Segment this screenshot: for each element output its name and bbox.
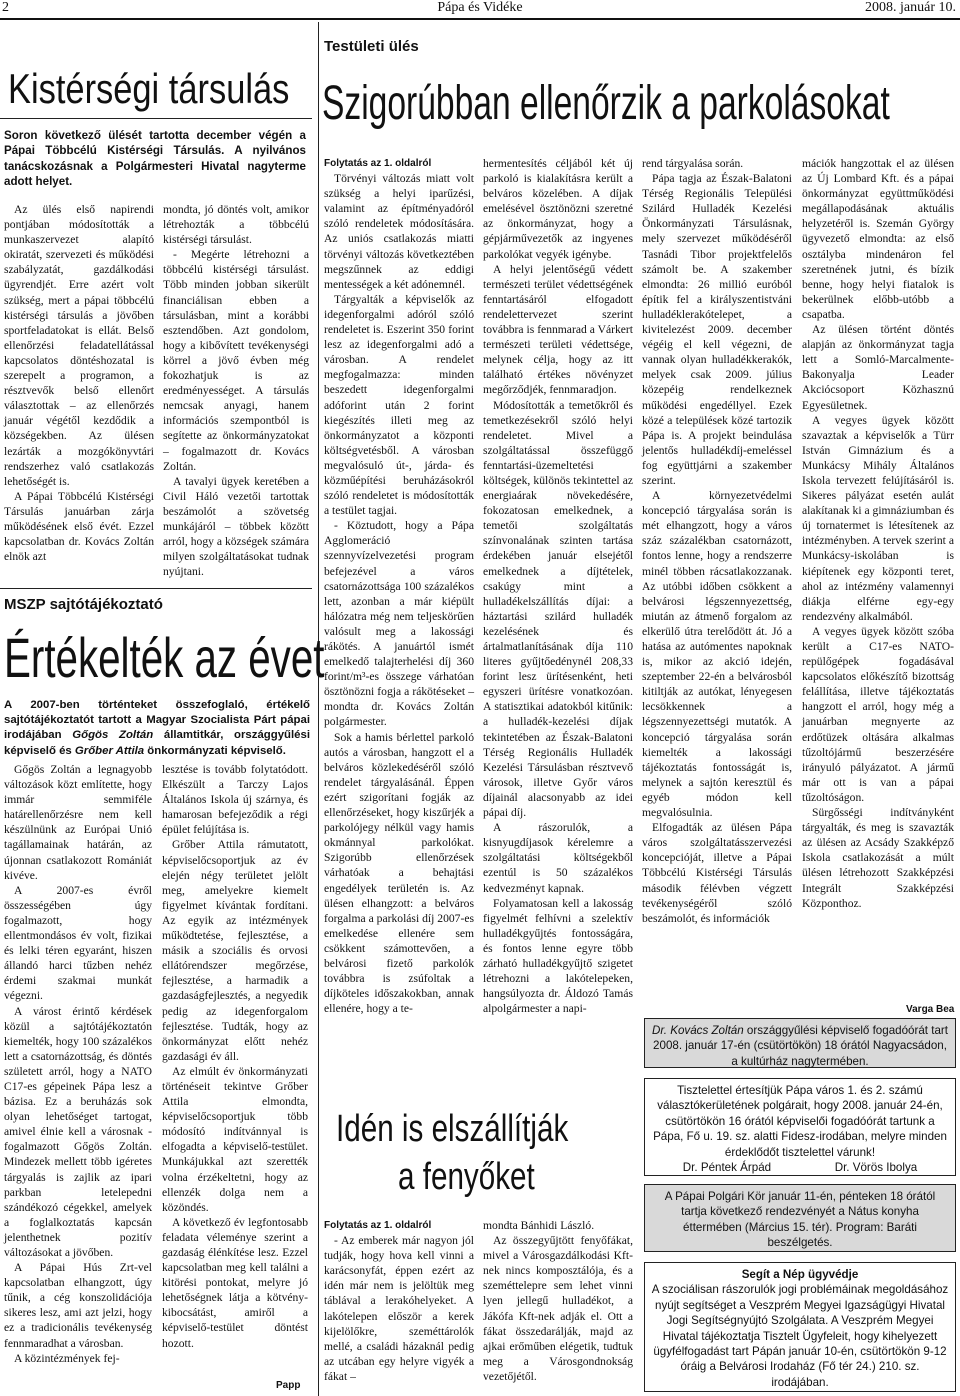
paragraph: Törvényi változás miatt volt szükség a helyi iparűzési, valamint az építményadóról szóló rendeletek módosítására. Az uniós csatlakozás miatti törvényi változás következtében megszűnnek az eddigi mentességek a két adónemnél. <box>324 172 474 291</box>
paragraph: A tavalyi ügyek keretében a Civil Háló vezetői tartottak beszámolót a szövetség munkájáról – többek között arról, hogy a községek számára milyen szolgáltatásokat tudnak nyújtani. <box>163 474 309 579</box>
mszp-col1 <box>4 762 152 1366</box>
paragraph: Sok a hamis bérlettel parkoló autós a városban, hangzott el a belváros közlekedéséről szóló rendelet tárgyalásánál. Éppen ezért szigorítani fogják az ellenőrzéseket, hogy kiszűrjék a parkolójegy nélkül vagy hamis okmánnyal parkolókat. Szigorúbb ellenőrzések várhatóak a behajtási engedélyek területén is. Az ülésen elhangzott: a belváros forgalma a parkolási díj 2007-es emelkedése ellenére sem csökkent számottevően, a belvárosi fizető parkolók továbbra is zsúfoltak a díjköteles időszakokban, annak ellenére, hogy a te- <box>324 730 474 1016</box>
paragraph: A várost érintő kérdések közül a sajtótájékoztatón kiemelték, hogy 100 százalékos lett a csatornázottság, és döntés született arról, hogy a NATO C17-es gépeinek Pápa lesz a bázisa. Ez a beruházás sok olyan lehetőséget tartogat, amivel élnie kell a városnak - fogalmazott Gőgös Zoltán. Mindezek mellett több igéretes tárgyalás is zajlik az ipari parkban letelepedni szándékozó cégekkel, amelyek a foglalkoztatás kapcsán jelenthetnek pozitív változásokat a jövőben. <box>4 1004 152 1259</box>
paragraph: Gőgös Zoltán a legnagyobb változások közt említette, hogy immár semmiféle határellenőrzésre nem kell készülnünk az Európai Unió tagállamainak határán, az újonnan csatlakozott Romániát kivéve. <box>4 763 152 882</box>
title-rule <box>0 118 312 119</box>
paragraph: mációk hangzottak el az ülésen az Új Lombard Kft. és a pápai önkormányzat együttműködési megállapodásának aktuális helyzetéről is. Szemán György ügyvezető elmondta: az első osztályba mindenáron fel szeretnének jutni, és bízik benne, hogy helyi fiatalok is bekerülnek előbb-utóbb a csapatba. <box>802 157 954 321</box>
paragraph: - Az emberek már nagyon jól tudják, hogy hova kell vinni a karácsonyfát, éppen ezért az idén már nem is jelöltük meg táblával a lerakóhelyeket. A lakótelepen először a kerek kijelölőkre, szeméttárolók mellé, a családi házaknál pedig az utcában egy helyre vigyék a fákat – <box>324 1234 474 1383</box>
paragraph: Grőber Attila rámutatott, képviselőcsoportjuk az év elején négy területet jelölt meg, amelyekre kiemelt figyelmet kívántak fordítani. Az egyik az intézmények működtetése, fejlesztése, a másik a szociális és orvosi ellátórendszer megőrzése, fejlesztése, a harmadik a gazdaságfejlesztés, a negyedik pedig az idegenforgalom fejlesztése. Tudták, hogy az önkormányzat előtt nehéz gazdasági év áll. <box>162 838 308 1063</box>
notice-kovacs <box>644 1018 956 1068</box>
testuleti-signature: Varga Bea <box>906 1004 955 1015</box>
paragraph: - Köztudott, hogy a Pápa Agglomeráció szennyvízelvezetési program befejezével a város csatornázottsága 100 százalékos lett, azonban a már kiépült hálózatra még nem teljeskörűen valósult meg a lakossági rákötés. A januártól ismét emelkedő talajterhelési díj 360 forint/m³-es összege várhatóan ösztönözni fogja a rákötéseket – mondta dr. Kovács Zoltán polgármester. <box>324 519 474 729</box>
paragraph: - Megérte létrehozni a többcélú kistérségi társulást. Több minden jobban sikerült financiálisan ebben a társulásban, mint a korábbi esztendőben. Azt gondolom, hogy a kibővített tevékenységi körrel a jövő évben még fokozhatjuk is az eredményességet. A társulás nemcsak anyagi, hanem információs szempontból is segítette az önkormányzatokat – fogalmazott dr. Kovács Zoltán. <box>163 248 309 473</box>
kisterseg-lead: Soron következő ülését tartotta december végén a Pápai Többcélú Kistérségi Társulás. A nyilvános tanácskozásnak a Polgármesteri Hivatal nagyterme adott helyet. <box>4 129 306 189</box>
paragraph: A környezetvédelmi koncepció tárgyalása során is mét elhangzott, hogy a város száz százalékban csatornázott, fontos lenne, hogy a rendszerre minél többen rácsatlakozzanak. Az utóbbi időben csökkent a belvárosi légszennyezettség, miután az átmenő forgalom az elkerülő útra terelődött át. Jó a hatása az autómentes napoknak is, mikor az akció idején, szeptember 22-én a belvárosból kitiltják az autókat, lényegesen lecsökkennek a légszennyezettségi mutatók. A koncepció tárgyalása során kiemelték a lakossági tájékoztatás fontosságát is, melynek a sajtón keresztül és egyéb módon kell megvalósulnia. <box>642 489 792 820</box>
notice-text: Tisztelettel értesítjük Pápa város 1. és 2. számú választókerületének polgárait, hogy 2008. január 24-én, csütörtökön 16 órától képviselői fogadóórát tartunk a Pápa, Fő u. 19. sz. alatti Fidesz-irodában, melyre minden érdeklődőt tisztelettel várunk! <box>653 1084 947 1159</box>
section-divider <box>318 22 319 1396</box>
mszp-kicker: MSZP sajtótájékoztató <box>4 596 163 613</box>
mszp-col2 <box>162 762 308 1351</box>
testuleti-col1 <box>324 156 474 1016</box>
paragraph: Folyamatosan kell a lakosság figyelmét felhívni a szelektív hulladékgyűjtés fontosságára, és fontos lenne egyre több zárható hulladékgyűjtő szigetet létrehozni a lakótelepeken, hangsúlyozta dr. Áldozó Tamás alpolgármester a napi- <box>483 896 633 1016</box>
paragraph: Az elmúlt év önkormányzati történéseit tekintve Grőber Attila elmondta, képviselőcsoportjuk több módosító indítvánnyal is elfogadta a képviselő-testület. Munkájukkal azt szerették volna érzékeltetni, hogy az ellenzék dolga nem a közöndés. <box>162 1064 308 1214</box>
header-rule <box>0 18 960 20</box>
page-header <box>0 0 960 18</box>
paragraph: A helyi jelentőségű védett természeti terület védettségének fenntartásáról elfogadott rendelettervezet szerint továbbra is fennmarad a Várkert természeti területi védettsége, melynek célja, hogy az itt található értékes növényzet megőrződjék, fennmaradjon. <box>483 262 633 397</box>
notice-title: Segít a Nép ügyvédje <box>741 1268 859 1281</box>
paragraph: rend tárgyalása során. <box>642 157 744 170</box>
mszp-rule <box>0 588 312 589</box>
paragraph: mondta, jó döntés volt, amikor létrehozták a többcélú kistérségi társulást. <box>163 203 309 247</box>
fenyo-col2 <box>483 1218 633 1384</box>
fenyo-title-line2: a fenyőket <box>398 1156 535 1198</box>
kisterseg-col2 <box>163 202 309 579</box>
paragraph: A vegyes ügyek között szóba került a C17-es NATO-repülőgépek fogadásával kapcsolatos előkészítő bizottság felállítása, illetve tájékoztatás hangzott el arról, hogy még a januárban megnyerte az erdőtüzek oltására alkalmas tűzoltójármű beszerzésére irányuló pályázatot. A jármű már ott is van a pápai tűzoltóságon. <box>802 624 954 804</box>
paragraph: A vegyes ügyek között szavaztak a képviselők a Türr István Gimnázium és a Munkácsy Mihály Általános Iskola tervezett felújításáról is. Sikeres pályázat esetén aulát alakítanak ki a gimnáziumban és új tornatermet is létesítenek az intézményben. A tervek szerint a Munkácsy-iskolában is kiépítenek egy központi teret, ahol az intézmény valamennyi diákja elférne egy-egy rendezvény alkalmából. <box>802 413 954 623</box>
fenyo-col1 <box>324 1218 474 1384</box>
paragraph: Az összegyűjtött fenyőfákat, mivel a Városgazdálkodási Kft-nek nincs komposztálója, és a szeméttelepre sem lehet vinni lyen jellegű hulladékot, a Jákófa Kft-nek adják el. Ott a fákat összedarálják, majd az ajkai erőműben elégetik, tudtuk meg a Városgondnokság vezetőjétől. <box>483 1234 633 1383</box>
paragraph: A Pápai Hús Zrt-vel kapcsolatban elhangzott, úgy tűnik, a cég konszolidációja sikeres lesz, ami azt jelzi, hogy ez a tradicionális tevékenység fennmaradhat a városban. <box>4 1261 152 1350</box>
testuleti-col2 <box>483 156 633 1016</box>
publication-name: Pápa és Vidéke <box>437 0 523 15</box>
testuleti-title: Szigorúbban ellenőrzik a parkolásokat <box>322 77 890 130</box>
notice-name: Dr. Kovács Zoltán <box>651 1024 744 1037</box>
notice-signatures <box>651 1160 949 1175</box>
paragraph: Tárgyalták a képviselők az idegenforgalmi adóról szóló rendeletet is. Eszerint 350 forint lesz az idegenforgalmi adó a városban. A rendelet megfogalmazza: minden beszedett idegenforgalmi adóforint után 2 forint kiegészítés illeti meg az önkormányzatot a központi költségvetésből. A városban megvalósuló út-, járda- és közműépítési beruházásokról szóló rendeletet is módosították a testület tagjai. <box>324 292 474 518</box>
kisterseg-col1 <box>4 202 154 564</box>
fenyo-title-line1: Idén is elszállítják <box>336 1108 569 1150</box>
kisterseg-title: Kistérségi társulás <box>8 65 290 112</box>
paragraph: Pápa tagja az Észak-Balatoni Térség Regionális Települési Szilárd Hulladék Kezelési Önkormányzati Társulásnak, mely szervezet működéséről Tasnádi Tibor projektfelelős számolt be. A szakember elmondta: 26 millió euróból építik fel a királyszentistváni hulladéklerakótelepet, a kivitelezést 2009. december végéig el kell végezni, de vannak olyan hulladékkerakók, melyek csak 2009. július közepéig rendelkeznek működési engedéllyel. Ezek közé a települések közé tartozik Pápa is. A projekt beindulása jelentős hulladékdíj-emeléssel fog együttjárni a szakember szerint. <box>642 172 792 487</box>
mszp-title: Értékelték az évet <box>4 626 325 689</box>
paragraph: Az ülésen történt döntés alapján az önkormányzat tagja lett a Somló-Marcalmente-Bakonyalja Leader Akciócsoport Közhasznú Egyesületnek. <box>802 323 954 412</box>
testuleti-col3 <box>642 156 792 926</box>
paragraph: mondta Bánhidi László. <box>483 1219 595 1232</box>
notice-fidesz <box>644 1078 956 1176</box>
signature-1: Dr. Péntek Árpád <box>682 1161 772 1175</box>
page-number: 2 <box>2 0 9 15</box>
notice-nep-ugyvedje <box>644 1262 956 1392</box>
mszp-lead: A 2007-ben történteket összefoglaló, értékelő sajtótájékoztatót tartott a Magyar Szocialista Párt pápai irodájában Gőgös Zoltán államtitkár, országgyűlési képviselő és Grőber Attila önkormányzati képviselő. <box>4 699 311 757</box>
paragraph: hermentesítés céljából két új parkoló is kialakításra került a belváros közelében. A díjak emelésével ösztönözni szeretné az önkormányzat, hogy a gépjárművezetők az ingyenes parkolókat vegyék igénybe. <box>483 157 633 261</box>
testuleti-kicker: Testületi ülés <box>324 38 419 55</box>
paragraph: A következő év legfontosabb feladata véleménye szerint a gazdaság élénkítése lesz. Ezzel kapcsolatban meg kell találni a kitörési pontokat, melyre jó lehetőségnek látja a kötvény-kibocsátást, amiről a képviselő-testület döntést hozott. <box>162 1215 308 1350</box>
paragraph: Módosították a temetőkről és temetkezésekről szóló helyi rendeletet. Mivel a szolgáltatással összefüggő fenntartási-üzemeltetési költségek, különös tekintettel az energiaárak növekedésére, fokozatosan emelkednek, a temetői szolgáltatás színvonalának szinten tartása érdekében január elsejétől emelkednek a díjtételek, csakúgy mint a hulladékelszállítás díjai: a háztartási szilárd hulladék kezelésének és ártalmatlanításának díja 110 literes gyűjtőedénynél 208,33 forint lesz ürítésenként, heti egyszeri ürítésre vonatkozóan. A statisztikai adatokból kitűnik: a hulladék-kezelési díjak tekintetében az Észak-Balatoni Térség Regionális Hulladék Kezelési Társulásban résztvevő városok, illetve Győr város díjainál alacsonyabb az idei pápai díj. <box>483 398 633 820</box>
mszp-signature: Papp <box>276 1380 301 1391</box>
signature-2: Dr. Vörös Ibolya <box>834 1161 918 1175</box>
paragraph: A közintézmények fej- <box>14 1351 120 1365</box>
testuleti-col4 <box>802 156 954 911</box>
paragraph: A rászorulók, a kisnyugdíjasok kérelemre a szolgáltatási költségekből ezentúl is 50 százalékos kedvezményt kapnak. <box>483 821 633 895</box>
notice-text: A Pápai Polgári Kör január 11-én, pénteken 18 órától tartja következő rendezvényét a Nátus konyha éttermében (Március 15. tér). Program: Baráti beszélgetés. <box>664 1190 936 1250</box>
paragraph: Sürgősségi indítványként tárgyalták, és meg is szavazták az ülésen az Acsády Szakképző Iskola csatlakozását a múlt ülésen létrehozott Szakképzési Integrált Szakképzési Központhoz. <box>802 806 954 910</box>
paragraph: A 2007-es évről összességében úgy fogalmazott, hogy ellentmondásos év volt, fizikai és lelki téren egyaránt, hiszen állandó harci tűzben nehéz érdemi szakmai munkát végezni. <box>4 883 152 1003</box>
paragraph: Az ülés első napirendi pontjában módosították a munkaszervezet alapító okiratát, szervezeti és működési szabályzatát, gazdálkodási ügyrendjét. Erre azért volt szükség, mert a pápai többcélú kistérségi társulás a jövőben sportfeladatokat is ellát. Belső ellenőrzési feladatellátással kapcsolatos döntéshozatal is szerepelt a programon, a résztvevők belső ellenőrt választottak – az ellenőrzés január végétől kezdődik a községekben. Az ülésen lezárták a mozgókönyvtári rendszerhez való csatlakozás lehetőségét is. <box>4 203 154 488</box>
continued-label: Folytatás az 1. oldalról <box>324 1220 432 1231</box>
issue-date: 2008. január 10. <box>865 0 956 15</box>
paragraph: lesztése is tovább folytatódott. Elkészült a Tarczy Lajos Általános Iskola új szárnya, és hamarosan befejeződik a régi épület felújítása is. <box>162 763 308 837</box>
paragraph: Elfogadták az ülésen Pápa város szolgáltatásszervezési koncepcióját, illetve a Pápai Többcélú Kistérségi Társulás második félévben végzett tevékenységéről szóló beszámolót, és információk <box>642 821 792 925</box>
notice-polgari-kor <box>644 1184 956 1252</box>
notice-text: országgyűlési képviselő fogadóórát tart 2008. január 17-én (csütörtökön) 18 órától Nagyacsádon, a kultúrház nagytermében. <box>653 1024 948 1068</box>
continued-label: Folytatás az 1. oldalról <box>324 158 432 169</box>
paragraph: A Pápai Többcélú Kistérségi Társulás januárban zárja működésének első évét. Ezzel kapcsolatban dr. Kovács Zoltán elnök azt <box>4 489 154 564</box>
notice-text: A szociálisan rászorulók jogi problémáinak megoldásához nyújt segítséget a Veszprém Megyei Igazságügyi Hivatal Jogi Segítségnyújtó Szolgálata. A Veszprém Megyei Hivatal tájékoztatja Tisztelt Ügyfeleit, hogy kihelyezett ügyfélfogadást tart Pápán január 10-én, csütörtökön 9-12 óráig a Belvárosi Irodaház (Fő tér 24.) 210. sz. irodájában. <box>651 1283 949 1389</box>
